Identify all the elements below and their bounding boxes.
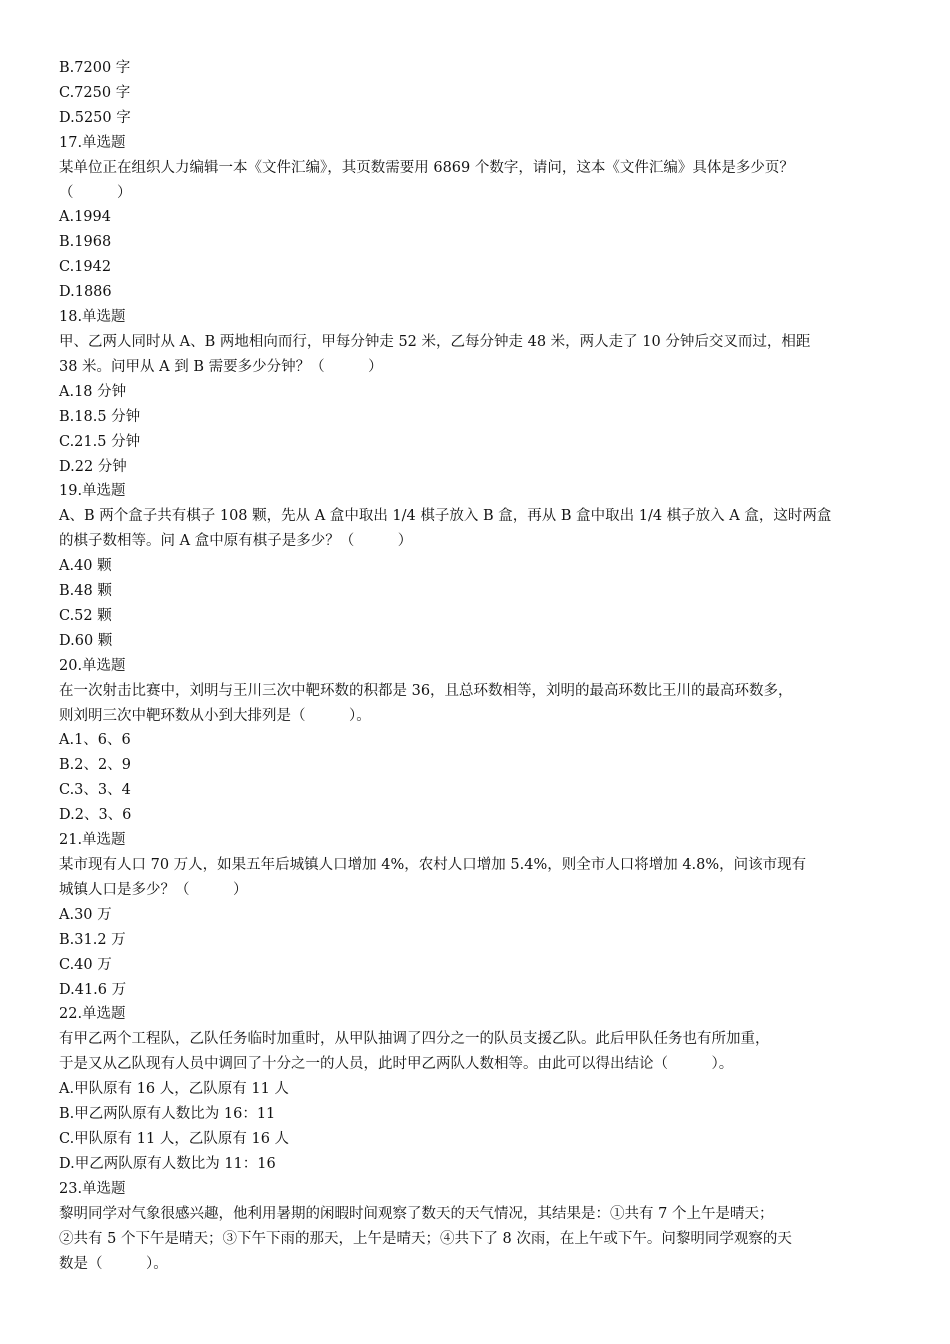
option-d-22: D.甲乙两队原有人数比为 11：16 (59, 1155, 276, 1172)
question-19-text-cont: 的棋子数相等。问 A 盒中原有棋子是多少？（ ） (59, 533, 413, 550)
question-18-header: 18.单选题 (59, 309, 126, 326)
option-c-22: C.甲队原有 11 人，乙队原有 16 人 (59, 1130, 290, 1147)
question-17-header: 17.单选题 (59, 134, 126, 151)
option-b-17: B.1968 (59, 234, 112, 251)
option-c-19: C.52 颗 (59, 607, 112, 624)
question-23-text-end: 数是（ ）。 (59, 1255, 168, 1272)
question-19-text: A、B 两个盒子共有棋子 108 颗，先从 A 盒中取出 1/4 棋子放入 B 盒，再从 B 盒中取出 1/4 棋子放入 A 盒，这时两盒 (59, 508, 832, 525)
option-d-21: D.41.6 万 (59, 981, 127, 998)
question-19-header: 19.单选题 (59, 483, 126, 500)
question-21-header: 21.单选题 (59, 832, 126, 849)
option-a-21: A.30 万 (59, 906, 112, 923)
option-d-18: D.22 分钟 (59, 458, 127, 475)
option-d-16: D.5250 字 (59, 109, 131, 126)
option-b-21: B.31.2 万 (59, 931, 126, 948)
option-b-18: B.18.5 分钟 (59, 408, 141, 425)
option-b-20: B.2、2、9 (59, 757, 131, 774)
option-a-18: A.18 分钟 (59, 383, 127, 400)
option-d-19: D.60 颗 (59, 632, 113, 649)
option-c-21: C.40 万 (59, 956, 112, 973)
option-b-19: B.48 颗 (59, 583, 112, 600)
question-22-text-cont: 于是又从乙队现有人员中调回了十分之一的人员，此时甲乙两队人数相等。由此可以得出结论（ ）。 (59, 1056, 734, 1073)
question-23-header: 23.单选题 (59, 1180, 126, 1197)
question-21-text-cont: 城镇人口是多少？（ ） (59, 881, 248, 898)
option-a-20: A.1、6、6 (59, 732, 131, 749)
question-23-text-cont: ②共有 5 个下午是晴天；③下午下雨的那天，上午是晴天；④共下了 8 次雨，在上午或下午。问黎明同学观察的天 (59, 1230, 792, 1247)
question-18-text: 甲、乙两人同时从 A、B 两地相向而行，甲每分钟走 52 米，乙每分钟走 48 米，两人走了 10 分钟后交叉而过，相距 (59, 333, 811, 350)
question-20-text-cont: 则刘明三次中靶环数从小到大排列是（ ）。 (59, 707, 371, 724)
question-17-text-cont: （ ） (59, 184, 132, 201)
question-22-text: 有甲乙两个工程队，乙队任务临时加重时，从甲队抽调了四分之一的队员支援乙队。此后甲队任务也有所加重， (59, 1031, 770, 1048)
option-c-16: C.7250 字 (59, 84, 131, 101)
option-c-18: C.21.5 分钟 (59, 433, 141, 450)
option-d-17: D.1886 (59, 284, 112, 301)
question-20-header: 20.单选题 (59, 657, 126, 674)
option-a-22: A.甲队原有 16 人，乙队原有 11 人 (59, 1081, 289, 1098)
option-a-17: A.1994 (59, 209, 111, 226)
option-b-22: B.甲乙两队原有人数比为 16：11 (59, 1106, 276, 1123)
question-22-header: 22.单选题 (59, 1006, 126, 1023)
option-d-20: D.2、3、6 (59, 807, 132, 824)
question-17-text: 某单位正在组织人力编辑一本《文件汇编》，其页数需要用 6869 个数字，请问，这本《文件汇编》具体是多少页？ (59, 159, 794, 176)
option-c-17: C.1942 (59, 259, 112, 276)
question-20-text: 在一次射击比赛中，刘明与王川三次中靶环数的积都是 36，且总环数相等，刘明的最高环数比王川的最高环数多， (59, 682, 793, 699)
question-23-text: 黎明同学对气象很感兴趣，他利用暑期的闲暇时间观察了数天的天气情况，其结果是：①共有 7 个上午是晴天； (59, 1205, 774, 1222)
option-b-16: B.7200 字 (59, 60, 131, 76)
option-a-19: A.40 颗 (59, 558, 112, 575)
option-c-20: C.3、3、4 (59, 782, 131, 799)
question-21-text: 某市现有人口 70 万人，如果五年后城镇人口增加 4%，农村人口增加 5.4%，则全市人口将增加 4.8%，问该市现有 (59, 857, 807, 873)
question-18-text-cont: 38 米。问甲从 A 到 B 需要多少分钟？（ ） (59, 358, 383, 375)
